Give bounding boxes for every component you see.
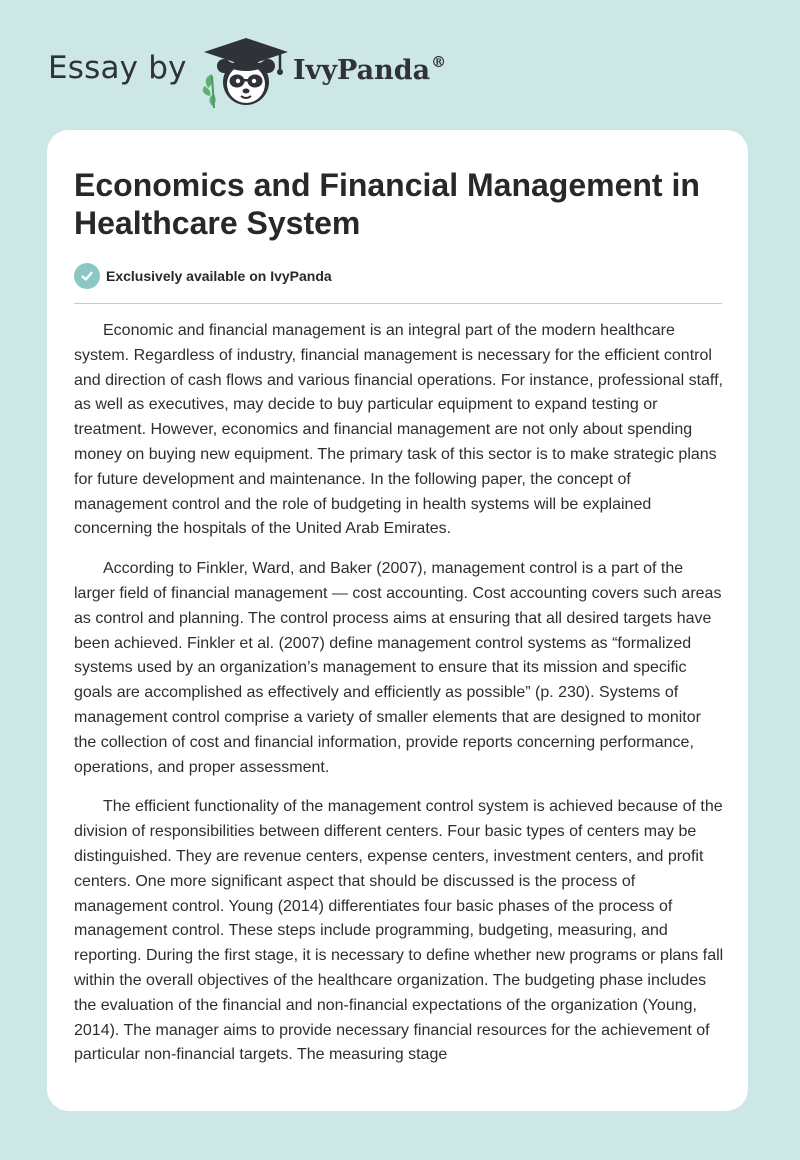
exclusive-badge	[74, 262, 332, 290]
site-header	[0, 0, 800, 130]
essay-body	[74, 319, 726, 1083]
paragraph-1: Economic and financial management is an integral part of the modern healthcare system. Regardless of industry, financial management is necessary for the efficient control and direction of cash flows and various financial operations. For instance, professional staff, as well as executives, may decide to buy particular equipment to expand testing or treatment. However, economics and financial management are not only about spending money on buying new equipment. The primary task of this sector is to make strategic plans for future development and maintenance. In the following paper, the concept of management control and the role of budgeting in health systems will be explained concerning the hospitals of the United Arab Emirates.	[74, 322, 723, 538]
paragraph-2: According to Finkler, Ward, and Baker (2007), management control is a part of the larger field of financial management — cost accounting. Cost accounting covers such areas as control and planning. The control process aims at ensuring that all desired targets have been achieved. Finkler et al. (2007) define management control systems as “formalized systems used by an organization’s management to ensure that its mission and specific goals are accomplished as effectively and efficiently as possible” (p. 230). Systems of management control comprise a variety of smaller elements that are designed to monitor the collection of cost and financial information, provide reports concerning performance, operations, and proper assessment.	[74, 560, 722, 776]
brand-name-text: IvyPanda	[293, 55, 431, 86]
essay-card	[47, 130, 748, 1111]
essay-title: Economics and Financial Management in Healthcare System	[74, 167, 700, 241]
exclusive-label: Exclusively available on IvyPanda	[106, 268, 332, 284]
paragraph-3: The efficient functionality of the management control system is achieved because of the division of responsibilities between different centers. Four basic types of centers may be distinguished. They are revenue centers, expense centers, investment centers, and profit centers. One more significant aspect that should be discussed is the process of management control. Young (2014) differentiates four basic phases of the process of management control. These steps include programming, budgeting, measuring, and reporting. During the first stage, it is necessary to define whether new programs or plans fall within the overall objectives of the healthcare organization. The budgeting phase includes the evaluation of the financial and non-financial expectations of the organization (Young, 2014). The manager aims to provide necessary financial resources for the achievement of particular non-financial targets. The measuring stage	[74, 798, 724, 1064]
panda-graduate-logo-icon[interactable]	[200, 36, 292, 110]
ivypanda-brand[interactable]	[293, 55, 446, 86]
registered-mark: ®	[431, 53, 447, 71]
essay-by-label: Essay by	[48, 50, 187, 86]
check-circle-icon	[74, 263, 100, 289]
title-divider	[74, 303, 722, 304]
